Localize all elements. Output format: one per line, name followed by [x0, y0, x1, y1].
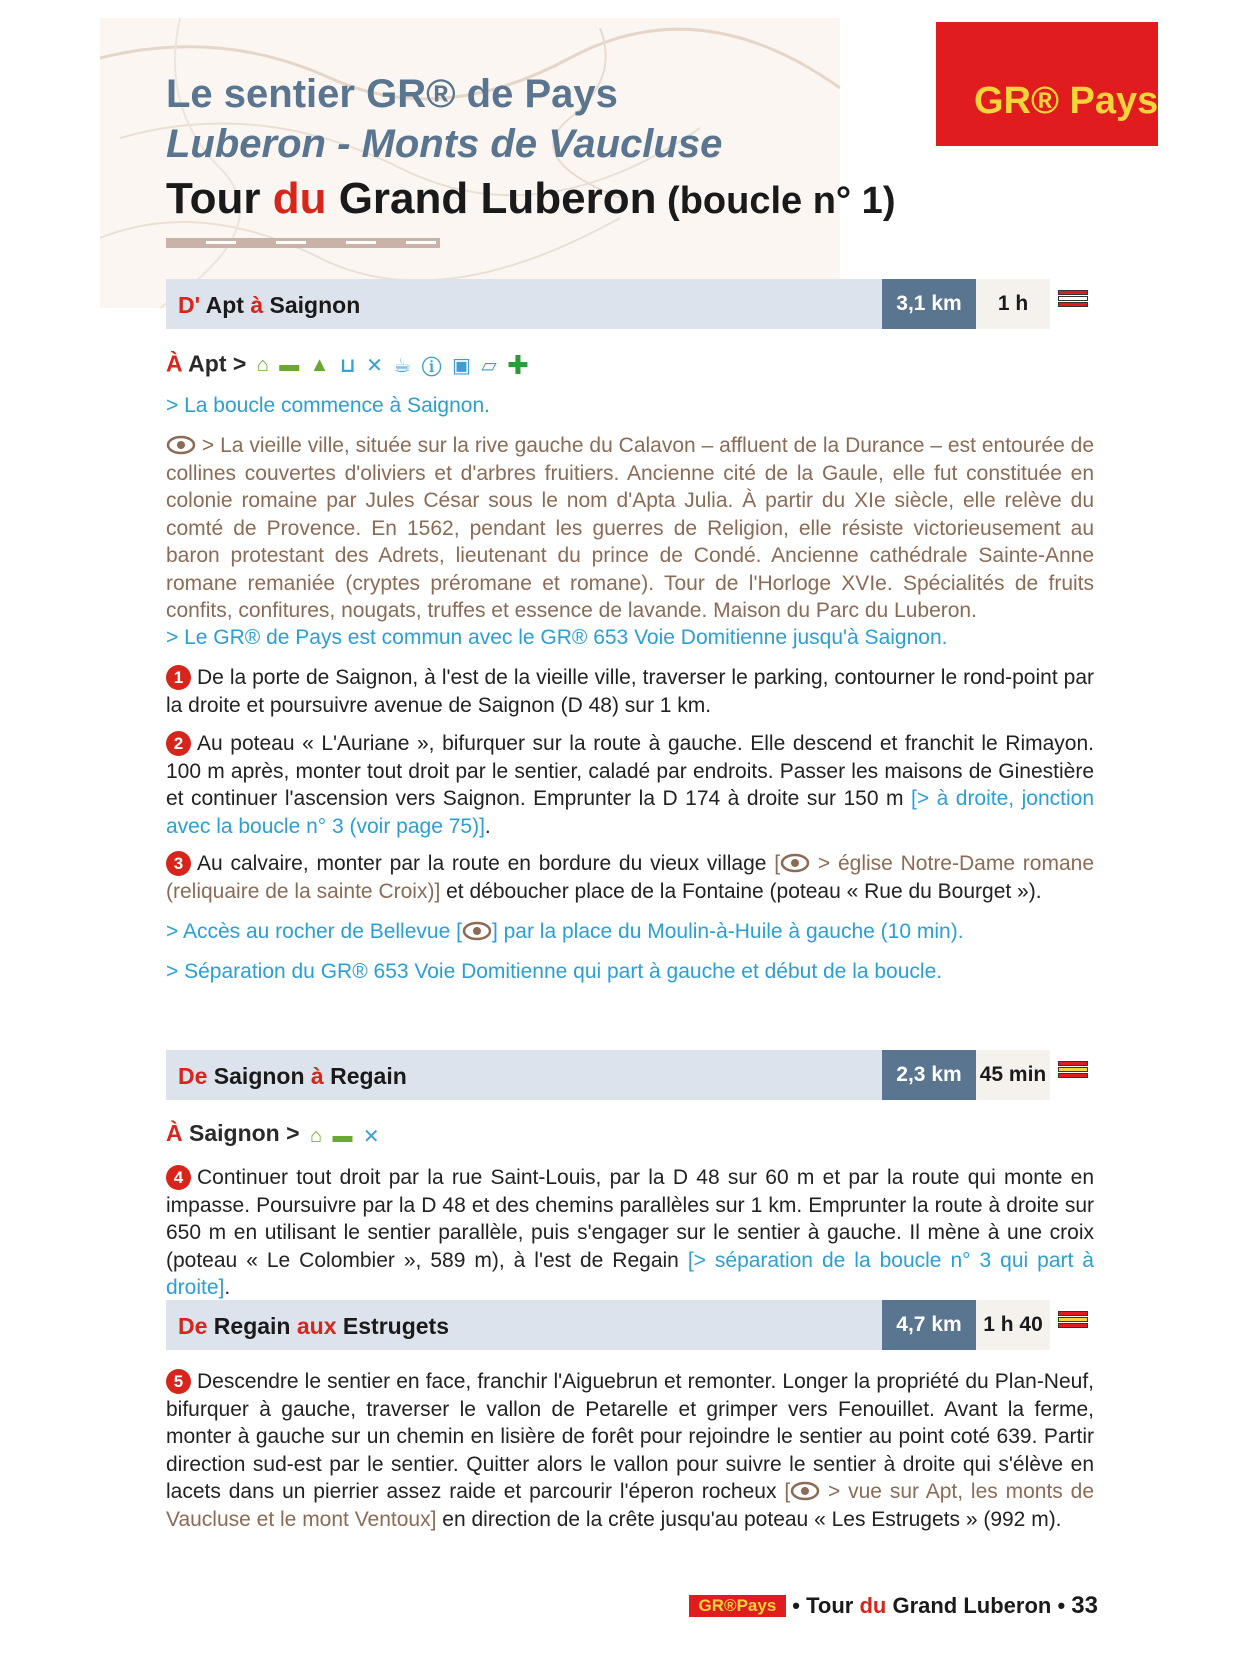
section-title-part: Saignon — [263, 292, 361, 318]
section-distance: 4,7 km — [882, 1300, 976, 1350]
section-title — [178, 292, 360, 319]
restaurant-icon: ✕ — [362, 1125, 380, 1148]
route-title-part: Grand Luberon — [326, 174, 657, 223]
step-note: [ > église Notre-Dame romane (reliquaire de la sainte Croix)] — [166, 852, 1095, 903]
step-number: 1 — [166, 665, 191, 690]
footer-text: Grand Luberon • — [886, 1593, 1066, 1618]
step-link: [> séparation de la boucle n° 3 qui part à droite] — [166, 1248, 1094, 1299]
section-distance: 2,3 km — [882, 1050, 976, 1100]
section-title-part: D' — [178, 292, 201, 318]
footer-text: du — [859, 1593, 887, 1618]
section-title-part: Saignon — [207, 1063, 311, 1089]
trail-flag-icon — [1058, 1061, 1088, 1079]
title-divider — [166, 238, 440, 248]
restaurant-icon: ✕ — [366, 355, 383, 377]
section-title-part: à — [250, 292, 264, 318]
eye-icon — [166, 435, 196, 455]
eye-icon — [790, 1481, 820, 1501]
step-text-end: . — [224, 1276, 231, 1299]
page-number: 33 — [1071, 1592, 1098, 1619]
shop-icon: ⊔ — [339, 355, 356, 377]
step-note-text: > église Notre-Dame romane (reliquaire de la sainte Croix) — [166, 852, 1095, 903]
route-title-loop: (boucle n° 1) — [656, 180, 896, 222]
gr-pays-logo — [936, 22, 1158, 146]
section-title-part: De — [178, 1063, 208, 1089]
footer-text: • Tour — [792, 1593, 860, 1618]
route-title-part: Tour — [166, 174, 273, 223]
section-header-saignon-regain — [166, 1050, 1050, 1100]
route-title — [166, 174, 895, 224]
route-title-part: du — [272, 174, 327, 223]
step-note-text: > vue sur Apt, les monts de Vaucluse et le mont Ventoux — [166, 1480, 1094, 1531]
gite-icon: ⌂ — [309, 1124, 323, 1147]
section-duration: 45 min — [976, 1050, 1050, 1100]
step-text: De la porte de Saignon, à l'est de la vieille ville, traverser le parking, contourner le rond-point par la droite et poursuivre avenue de Saignon (D 48) sur 1 km. — [166, 666, 1094, 717]
note-loop-start: > La boucle commence à Saignon. — [166, 394, 490, 417]
trail-flag-icon — [1058, 1311, 1088, 1329]
services-saignon — [166, 1120, 384, 1149]
hotel-icon: ▬ — [332, 1124, 353, 1147]
section-title — [178, 1063, 407, 1090]
step-text-end: en direction de la crête jusqu'au poteau « Les Estrugets » (992 m). — [436, 1507, 1062, 1531]
eye-icon — [462, 921, 492, 941]
services-label-marker: À — [166, 350, 183, 377]
gr-pays-logo-text: GR® Pays — [974, 80, 1159, 122]
section-title-part: Regain — [323, 1063, 407, 1089]
note-gr653: > Le GR® de Pays est commun avec le GR® 653 Voie Domitienne jusqu'à Saignon. — [166, 626, 948, 649]
step-text: Continuer tout droit par la rue Saint-Louis, par la D 48 sur 60 m et par la route qui monte en impasse. Poursuivre par la D 48 et des chemins parallèles sur 1 km. Emprunter la route à droite sur 650 m en utilisant le sentier parallèle, puis s'engager sur le sentier à gauche. Il mène à une croix (poteau « Le Colombier », 589 m), à l'est de Regain — [166, 1166, 1094, 1272]
step-2 — [166, 730, 1094, 840]
hotel-icon: ▬ — [279, 354, 300, 376]
step-note: [ > vue sur Apt, les monts de Vaucluse et le mont Ventoux] — [166, 1480, 1094, 1531]
pharmacy-icon: ✚ — [507, 350, 529, 380]
section-title-part: Apt — [200, 292, 251, 318]
eye-icon — [780, 853, 810, 873]
step-text: Au calvaire, monter par la route en bordure du vieux village — [197, 852, 775, 875]
info-icon: ⓘ — [421, 357, 442, 379]
services-label-marker: À — [166, 1120, 183, 1146]
bus-icon: ▣ — [451, 355, 471, 377]
section-title — [178, 1313, 449, 1340]
trail-flag-icon — [1058, 290, 1088, 308]
section-header-apt-saignon — [166, 279, 1050, 329]
section-distance: 3,1 km — [882, 279, 976, 329]
section-title-part: De — [178, 1313, 208, 1339]
step-4 — [166, 1164, 1094, 1302]
step-text-end: . — [484, 814, 491, 838]
section-title-part: Estrugets — [336, 1313, 449, 1339]
section-title-part: Regain — [207, 1313, 297, 1339]
step-text-end: et déboucher place de la Fontaine (poteau « Rue du Bourget »). — [440, 879, 1042, 903]
note-text: par la place du Moulin-à-Huile à gauche (10 min). — [497, 920, 964, 943]
step-number: 2 — [166, 731, 191, 756]
footer-logo: GR®Pays — [689, 1595, 787, 1617]
heritage-text: > La vieille ville, située sur la rive gauche du Calavon – affluent de la Durance – est entourée de collines couvertes d'oliviers et d'arbres fruitiers. Ancienne cité de la Gaule, elle fut constituée en colonie romaine par Jules César sous le nom d'Apta Julia. À partir du XIe siècle, elle relève du comté de Provence. En 1562, pendant les guerres de Religion, elle résiste victorieusement au baron protestant des Adrets, lieutenant du prince de Condé. Ancienne cathédrale Sainte-Anne romane remaniée (cryptes préromane et romane). Tour de l'Horloge XVIe. Spécialités de fruits confits, confitures, nougats, truffes et essence de lavande. Maison du Parc du Luberon. — [166, 434, 1094, 622]
note-text: > Accès au rocher de Bellevue — [166, 920, 457, 943]
step-text: Descendre le sentier en face, franchir l'Aiguebrun et remonter. Longer la propriété du Plan-Neuf, bifurquer à gauche, traverser le vallon de Petarelle et grimper vers Fenouillet. Avant la ferme, monter à gauche sur un chemin en lisière de forêt pour rejoindre le sentier au point coté 639. Partir direction sud-est par le sentier. Quitter alors le vallon pour suivre le sentier à droite qui s'élève en lacets dans un pierrier assez raide et parcourir l'éperon rocheux — [166, 1370, 1094, 1503]
note-bellevue: > Accès au rocher de Bellevue [ ] par la place du Moulin-à-Huile à gauche (10 min). — [166, 920, 964, 943]
section-header-regain-estrugets — [166, 1300, 1050, 1350]
step-link: [> à droite, jonction avec la boucle n° 3 (voir page 75)] — [166, 787, 1094, 838]
step-number: 3 — [166, 851, 191, 876]
gite-icon: ⌂ — [256, 354, 269, 376]
map-icon: ▱ — [481, 355, 497, 377]
camping-icon: ▲ — [309, 354, 330, 376]
guide-subtitle: Luberon - Monts de Vaucluse — [166, 122, 723, 166]
step-text: Au poteau « L'Auriane », bifurquer sur la route à gauche. Elle descend et franchit le Rimayon. 100 m après, monter tout droit par le sentier, caladé par endroits. Passer les maisons de Ginestière et continuer l'ascension vers Saignon. Emprunter la D 174 à droite sur 150 m — [166, 732, 1094, 810]
step-1 — [166, 664, 1094, 719]
section-title-part: aux — [296, 1313, 337, 1339]
services-label: Saignon > — [182, 1120, 300, 1146]
section-duration: 1 h 40 — [976, 1300, 1050, 1350]
step-3 — [166, 850, 1094, 905]
services-apt — [166, 350, 533, 381]
cafe-icon: ☕ — [393, 355, 412, 377]
heritage-note-apt — [166, 432, 1094, 625]
step-number: 5 — [166, 1369, 191, 1394]
note-separation-gr653: > Séparation du GR® 653 Voie Domitienne qui part à gauche et début de la boucle. — [166, 960, 943, 983]
step-5 — [166, 1368, 1094, 1533]
step-number: 4 — [166, 1165, 191, 1190]
guide-title: Le sentier GR® de Pays — [166, 72, 618, 116]
services-label: Apt > — [182, 350, 247, 377]
section-duration: 1 h — [976, 279, 1050, 329]
section-title-part: à — [310, 1063, 324, 1089]
page-footer — [689, 1592, 1098, 1620]
